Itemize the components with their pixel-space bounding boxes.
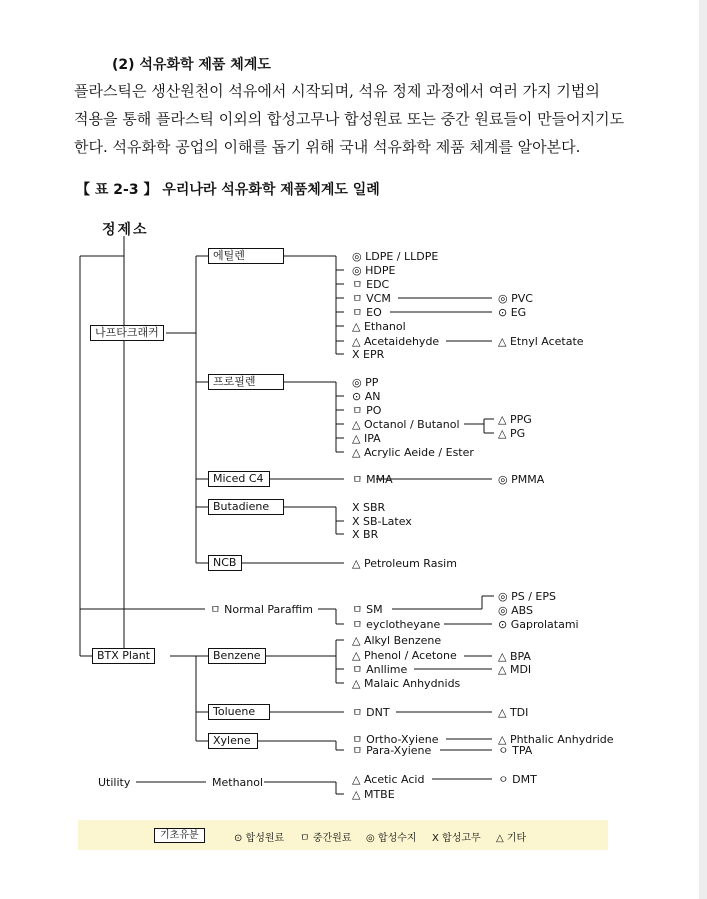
product-item: X SBR — [352, 501, 386, 514]
product-item: X BR — [352, 528, 379, 541]
derivative-item: ㅇ DMT — [498, 773, 537, 786]
product-item: ㅁ MMA — [352, 473, 393, 486]
ethylene-box: 에틸렌 — [208, 248, 284, 264]
derivative-item: △ Phthalic Anhydride — [498, 733, 614, 746]
product-item: △ Malaic Anhydnids — [352, 677, 461, 690]
product-item: △ Acetaidehyde — [352, 335, 440, 348]
product-item: △ Phenol / Acetone — [352, 649, 457, 662]
legend-synthetic-resin: ◎ 합성수지 — [366, 833, 417, 844]
normal-paraffin-label: ㅁ Normal Paraffim — [210, 603, 313, 616]
legend-synthetic-material: ⊙ 합성원료 — [234, 833, 285, 844]
utility-label: Utility — [98, 776, 131, 789]
legend-intermediate-material: ㅁ 중간원료 — [300, 833, 352, 844]
derivative-item: ㅇ TPA — [498, 744, 533, 757]
section-heading: (2) 석유화학 제품 체계도 — [112, 57, 271, 73]
product-item: ㅁ EO — [352, 306, 382, 319]
product-item: △ Petroleum Rasim — [352, 557, 457, 570]
product-item: △ Alkyl Benzene — [352, 634, 442, 647]
product-item: ㅁ SM — [352, 603, 383, 616]
table-caption: 【 표 2-3 】 우리나라 석유화학 제품체계도 일례 — [76, 182, 380, 198]
derivative-item: ◎ PVC — [498, 292, 533, 305]
derivative-item: ◎ PMMA — [498, 473, 545, 486]
paragraph-line-2: 적용을 통해 플라스틱 이외의 합성고무나 합성원료 또는 중간 원료들이 만들어지기도 — [74, 110, 625, 128]
derivative-item: △ MDI — [498, 663, 532, 676]
product-item: ㅁ Para-Xyiene — [352, 744, 432, 757]
product-item: △ Ethanol — [352, 320, 406, 333]
product-item: ㅁ PO — [352, 404, 382, 417]
product-item: ◎ HDPE — [352, 264, 396, 277]
product-item: ㅁ DNT — [352, 706, 390, 719]
naphtha-cracker-box: 나프타크래커 — [90, 325, 164, 341]
refinery-label: 정제소 — [102, 222, 149, 238]
product-item: △ MTBE — [352, 788, 395, 801]
mixed-c4-box: Miced C4 — [208, 471, 270, 487]
paragraph-line-1: 플라스틱은 생산원천이 석유에서 시작되며, 석유 정제 과정에서 여러 가지 기법의 — [74, 82, 600, 100]
product-item: ◎ PP — [352, 376, 379, 389]
product-item: X EPR — [352, 348, 385, 361]
derivative-item: ⊙ Gaprolatami — [498, 618, 579, 631]
product-item: ㅁ VCM — [352, 292, 391, 305]
methanol-label: Methanol — [212, 776, 264, 789]
legend-synthetic-rubber: X 합성고무 — [432, 833, 481, 844]
product-item: △ Octanol / Butanol — [352, 418, 460, 431]
derivative-item: ◎ ABS — [498, 604, 533, 617]
derivative-item: △ PG — [498, 427, 526, 440]
legend-bar — [78, 820, 608, 850]
derivative-item: △ PPG — [498, 413, 532, 426]
derivative-item: △ BPA — [498, 650, 531, 663]
propylene-box: 프로필렌 — [208, 374, 284, 390]
legend-other: △ 기타 — [496, 833, 527, 844]
derivative-item: ⊙ EG — [498, 306, 527, 319]
paragraph-line-3: 한다. 석유화학 공업의 이해를 돕기 위해 국내 석유화학 제품 체계를 알아본다. — [74, 138, 581, 156]
product-item: △ IPA — [352, 432, 381, 445]
product-item: ⊙ AN — [352, 390, 381, 403]
product-item: X SB-Latex — [352, 515, 412, 528]
product-item: ㅁ Anllime — [352, 663, 408, 676]
product-item: ◎ LDPE / LLDPE — [352, 250, 439, 263]
product-item: △ Acetic Acid — [352, 773, 425, 786]
product-item: △ Acrylic Aeide / Ester — [352, 446, 474, 459]
btx-plant-box: BTX Plant — [92, 648, 155, 664]
xylene-box: Xylene — [208, 733, 258, 749]
product-item: ㅁ Ortho-Xyiene — [352, 733, 439, 746]
product-item: ㅁ EDC — [352, 278, 390, 291]
derivative-item: △ TDI — [498, 706, 529, 719]
toluene-box: Toluene — [208, 704, 270, 720]
legend-title: 기초유분 — [154, 828, 205, 843]
butadiene-box: Butadiene — [208, 499, 284, 515]
benzene-box: Benzene — [208, 648, 266, 664]
derivative-item: △ Etnyl Acetate — [498, 335, 584, 348]
ncb-box: NCB — [208, 555, 242, 571]
derivative-item: ◎ PS / EPS — [498, 590, 556, 603]
product-item: ㅁ eyclotheyane — [352, 618, 441, 631]
